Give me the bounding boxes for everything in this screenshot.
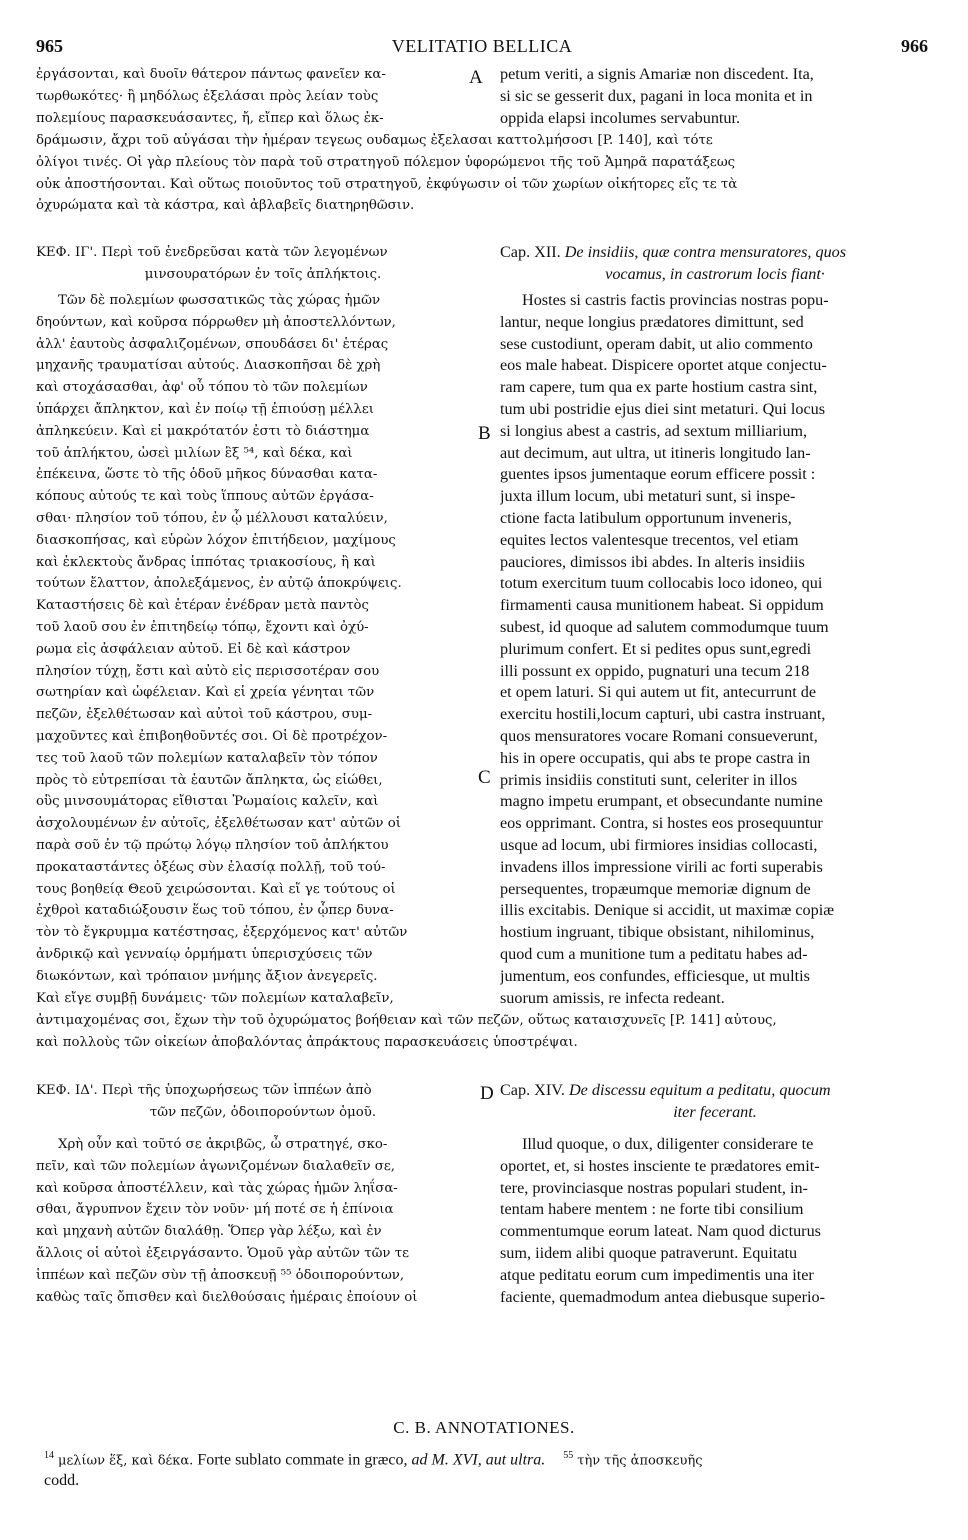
greek-line: ὀλίγοι τινές. Οἱ γὰρ πλείους τὸν παρὰ τοῦ στρατηγοῦ πόλεμον ὑφορώμενοι τῆς τοῦ Ἀμηρᾶ παρατάξεως (36, 154, 736, 170)
greek-title-line: ΚΕΦ. ΙΓ'. Περὶ τοῦ ἐνεδρεῦσαι κατὰ τῶν λεγομένων (36, 245, 388, 260)
latin-line: his in opere occupatis, qui abs te prope castra in (500, 748, 811, 767)
greek-title-line: τῶν πεζῶν, ὁδοιπορούντων ὁμοῦ. (149, 1104, 377, 1120)
greek-line: τούτων ἔλαττον, ἀπολεξάμενος, ἐν αὐτῷ ἀποκρύψεις. (36, 576, 402, 592)
top-latin-column (500, 64, 930, 129)
greek-line: καὶ μηχανὴ αὐτῶν διαλάθῃ. Ὅπερ γὰρ λέξω, καὶ ἐν (36, 1224, 382, 1240)
latin-line: juxta illum locum, ubi metaturi sunt, si inspe- (500, 487, 796, 506)
greek-line: Χρὴ οὖν καὶ τοῦτό σε ἀκριβῶς, ὦ στρατηγέ, σκο- (58, 1137, 388, 1152)
greek-line: πεῖν, καὶ τῶν πολεμίων ἀγωνιζομένων διαλαθεῖν σε, (36, 1158, 395, 1174)
greek-line: τὸν τὸ ἔγκρυμμα κατέστησας, ἐξερχόμενος κατ' αὐτῶν (36, 925, 408, 941)
greek-line: ἀντιμαχομένας σοι, ἔχων τὴν τοῦ ὀχυρώματος βοήθειαν καὶ τῶν πεζῶν, οὕτως καταισχυνεῖς [P. 141] αὐτους, (36, 1013, 777, 1028)
greek-line: διασκοπήσας, καὶ εὑρὼν λόχον ἐπιτήδειον, μαχίμους (36, 532, 396, 548)
greek-line: ρωμα εἰς ἀσφάλειαν αὐτοῦ. Εἰ δὲ καὶ κάστρον (36, 641, 351, 657)
latin-line: eos male habeat. Dispicere oportet atque conjectu- (500, 356, 827, 375)
ch14-latin-title (500, 1080, 930, 1124)
greek-line: διωκόντων, καὶ τρόπαιον μνήμης ἄξιον ἀνεγερεῖς. (36, 968, 378, 984)
latin-line: Hostes si castris factis provincias nostras popu- (522, 291, 829, 309)
running-head (36, 36, 928, 60)
footnote-greek: μελίων ἕξ, καὶ δέκα. (58, 1453, 194, 1469)
latin-title-line: De insidiis, quæ contra mensuratores, quos (564, 243, 847, 261)
latin-title-line: De discessu equitum a peditatu, quocum (568, 1081, 831, 1099)
greek-line: ἱππέων καὶ πεζῶν σὺν τῇ ἀποσκευῇ ⁵⁵ ὁδοιπορούντων, (36, 1267, 405, 1283)
greek-line: ἐχθροὶ καταδιώξουσιν ἕως τοῦ τόπου, ἐν ᾧπερ δυνα- (36, 903, 394, 919)
top-greek-column (36, 64, 490, 129)
latin-line: tum ubi postridie ejus diei sint metaturi. Qui locus (500, 399, 826, 418)
greek-line: ἐπέκεινα, ὥστε τὸ τῆς ὁδοῦ μῆκος δύνασθαι κατα- (36, 467, 378, 483)
greek-line: τους βοηθείᾳ Θεοῦ χειρώσονται. Καὶ εἴ γε τούτους οἱ (36, 881, 396, 897)
latin-line: atque peditatu eorum cum impedimentis una iter (500, 1265, 814, 1284)
ch13-latin-title (500, 242, 930, 286)
ch14-greek-body (36, 1134, 490, 1308)
latin-line: ctione facta latibulum opportunum inveneris, (500, 508, 792, 527)
annotations-heading: C. B. ANNOTATIONES. (393, 1418, 575, 1437)
greek-line: πρὸς τὸ εὐτρεπίσαι τὰ ἑαυτῶν ἄπληκτα, ὡς εἰώθει, (36, 772, 383, 788)
greek-line: τοῦ λαοῦ σου ἐν ἐπιτηδείῳ τόπῳ, ἔχοντι καὶ ὀχύ- (36, 619, 369, 635)
greek-line: παρὰ σοῦ ἐν τῷ πρώτῳ λόγῳ πλησίον τοῦ ἀπλήκτου (36, 837, 389, 853)
greek-line: οὓς μινσουμάτορας εἴθισται Ῥωμαίοις καλεῖν, καὶ (36, 794, 379, 810)
page-number-left: 965 (36, 36, 63, 56)
latin-line: Illud quoque, o dux, diligenter considerare te (522, 1135, 814, 1153)
ch13-full-greek (36, 1010, 930, 1054)
ch13-latin-body (500, 290, 930, 1009)
greek-line: καὶ στοχάσασθαι, ἀφ' οὗ τόπου τὸ τῶν πολεμίων (36, 380, 368, 396)
latin-line: invadens illos impressione virili ac forti superabis (500, 857, 823, 876)
latin-line: quos mensuratores vocare Romani consueverunt, (500, 726, 818, 745)
greek-line: δράμωσιν, ἄχρι τοῦ αὐγάσαι τὴν ἡμέραν τεγεως ουδαμως ἐξελασαι καττολμήσοσι [P. 140], καὶ τότε (36, 133, 713, 148)
latin-line: aut decimum, aut ultra, ut itineris longitudo lan- (500, 443, 811, 462)
greek-line: πεζῶν, ἐξελθέτωσαν καὶ αὐτοὶ τοῦ κάστρου, συμ- (36, 707, 373, 723)
latin-line: illis excitabis. Denique si accidit, ut maximæ copiæ (500, 901, 835, 920)
latin-line: et opem laturi. Si qui autem ut fit, antecurrunt de (500, 683, 817, 702)
latin-line: oppida elapsi incolumes servabuntur. (500, 108, 741, 127)
greek-line: δηούντων, καὶ κοῦρσα πόρρωθεν μὴ ἀποστελλόντων, (36, 314, 396, 330)
greek-line: καθὼς ταῖς ὄπισθεν καὶ διελθούσαις ἡμέραις ἐποίουν οἱ (36, 1289, 418, 1305)
latin-line: suorum amissis, re infecta redeant. (500, 988, 725, 1007)
latin-title-line: vocamus, in castrorum locis fiant· (605, 264, 825, 283)
latin-line: exercitu hostili,locum capturi, ubi castra instruant, (500, 705, 826, 724)
latin-line: faciente, quemadmodum antea diebusque superio- (500, 1287, 825, 1306)
latin-line: sum, iidem alibi quoque patraverunt. Equitatu (500, 1243, 798, 1262)
greek-line: οὐκ ἀποστήσονται. Καὶ οὕτως ποιοῦντος τοῦ στρατηγοῦ, ἐκφύγωσιν οἱ τῶν χωρίων οἰκήτορες εἴς τε τὰ (36, 176, 738, 192)
latin-line: magno impetu erumpant, et obsecundante numine (500, 792, 823, 811)
greek-line: ἄλλοις οἱ αὐτοὶ ἐξειργάσαντο. Ὁμοῦ γὰρ αὐτῶν τῶν τε (36, 1245, 409, 1261)
footnote-number: 55 (563, 1450, 574, 1461)
running-title: VELITATIO BELLICA (391, 36, 573, 56)
latin-line: ram capere, tum qua ex parte hostium castra sint, (500, 378, 818, 397)
latin-line: commentumque eorum lateat. Nam quod dicturus (500, 1222, 821, 1241)
latin-line: oportet, et, si hostes insciente te prædatores emit- (500, 1156, 820, 1175)
latin-line: illi possunt ex oppido, pugnaturi una tecum 218 (500, 661, 810, 680)
latin-line: usque ad locum, ubi firmiores insidias collocasti, (500, 835, 818, 854)
margin-letter-a: A (469, 67, 483, 88)
latin-line: subest, id quoque ad salutem commodumque tuum (500, 617, 829, 636)
greek-line: μηχανῆς τραυματίσαι αὐτούς. Διασκοπῆσαι δὲ χρὴ (36, 358, 381, 374)
footnote-text: Forte sublato commate in (197, 1451, 361, 1469)
latin-line: petum veriti, a signis Amariæ non discedent. Ita, (500, 65, 814, 83)
footnote-greek: τὴν τῆς ἀποσκευῆς (577, 1453, 703, 1469)
latin-line: jumentum, eos confundes, efficiesque, ut multis (500, 966, 810, 985)
greek-line: καὶ πολλοὺς τῶν οἰκείων ἀποβαλόντας ἀπράκτους παρασκευάσεις ὑποστρέψαι. (36, 1034, 578, 1050)
greek-line: ὑπάρχει ἄπληκτον, καὶ ἐν ποίῳ τῇ ἐπιούσῃ μέλλει (36, 401, 375, 417)
page-number-right: 966 (901, 36, 928, 56)
latin-line: tentam habere mentem : ne forte tibi consilium (500, 1200, 804, 1219)
greek-line: ἀλλ' ἑαυτοὺς ἀσφαλιζομένων, σπουδάσει δι' ἑτέρας (36, 336, 389, 352)
annotations-body (44, 1446, 930, 1491)
latin-line: pauciores, dimissos ibi abdes. In alteris insidiis (500, 552, 805, 571)
greek-line: καὶ ἐκλεκτοὺς ἄνδρας ἱππότας τριακοσίους, ἢ καὶ (36, 554, 376, 570)
ch14-greek-title (36, 1080, 490, 1124)
chapter-number: Cap. XIV. (500, 1081, 565, 1099)
chapter-number: Cap. XII. (500, 243, 561, 261)
top-full-greek (36, 130, 930, 217)
latin-line: quod cum a munitione tum a peditatu habes ad- (500, 944, 808, 963)
greek-line: Καὶ εἴγε συμβῇ δυνάμεις· τῶν πολεμίων καταλαβεῖν, (36, 990, 394, 1006)
greek-line: ἀνδρικῷ καὶ γενναίῳ ὁρμήματι ὑπερισχύσεις τῶν (36, 946, 373, 962)
latin-line: totum exercitum tuum collocabis loco idoneo, qui (500, 574, 823, 593)
ch13-greek-title (36, 242, 490, 286)
margin-letter-c: C (478, 767, 491, 788)
greek-line: σθαι· πλησίον τοῦ τόπου, ἐν ᾧ μέλλουσι καταλύειν, (36, 510, 388, 526)
latin-line: equites lectos valentesque trecentos, vel etiam (500, 530, 799, 549)
ch14-latin-body (500, 1134, 930, 1308)
margin-letter-b: B (478, 423, 491, 444)
greek-line: ἐργάσονται, καὶ δυοῖν θάτερον πάντως φανεῖεν κα- (36, 67, 386, 82)
greek-line: ἀσχολουμένων ἐν αὐτοῖς, ἐξελθέτωσαν κατ' αὐτῶν οἱ (36, 816, 401, 832)
greek-line: πολεμίους παρασκευάσαντες, ἤ, εἴπερ καὶ ὅλως ἐκ- (36, 110, 384, 126)
greek-line: τες τοῦ λαοῦ τῶν πολεμίων καταλαβεῖν τὸν τόπον (36, 750, 378, 766)
greek-line: πλησίον τύχῃ, ἔστι καὶ αὐτὸ εἰς περισσοτέραν σου (36, 663, 380, 679)
greek-line: Καταστήσεις δὲ καὶ ἑτέραν ἐνέδραν μετὰ παντὸς (36, 598, 370, 614)
greek-line: τοῦ ἀπλήκτου, ὡσεὶ μιλίων ἓξ ⁵⁴, καὶ δέκα, καὶ (36, 445, 353, 461)
greek-line: σθαι, ἄγρυπνον ἔχειν τὸν νοῦν· μή ποτέ σε ἡ ἐπίνοια (36, 1202, 394, 1218)
greek-line: τωρθωκότες· ἢ μηδόλως ἐξελάσαι πρὸς λείαν τοὺς (36, 88, 379, 104)
latin-line: sese custodiunt, operam dabit, ut alio commento (500, 334, 813, 353)
footnote-text: græco, (364, 1451, 408, 1469)
latin-line: persequentes, tropæumque memoriæ dignum de (500, 879, 811, 898)
greek-title-line: μινσουρατόρων ἐν τοῖς ἀπλήκτοις. (144, 266, 382, 282)
latin-line: guentes ipsos jumentaque eorum efficere possit : (500, 465, 816, 484)
greek-line: ὀχυρώματα καὶ τὰ κάστρα, καὶ ἀβλαβεῖς διατηρηθῶσιν. (36, 198, 415, 214)
greek-line: σωτηρίαν καὶ ὠφέλειαν. Καὶ εἰ χρεία γένηται τῶν (36, 685, 375, 701)
greek-line: προκαταστάντες ὀξέως σὺν ἐλασίᾳ πολλῇ, τοῦ τού- (36, 859, 386, 875)
footnote-number: 14 (44, 1450, 54, 1461)
latin-line: eos opprimant. Contra, si hostes eos prosequuntur (500, 814, 823, 833)
greek-line: κόπους αὐτούς τε καὶ τοὺς ἵππους αὐτῶν ἐργάσα- (36, 489, 374, 505)
footnote-text: codd. (44, 1472, 80, 1490)
latin-title-line: iter fecerant. (673, 1102, 757, 1121)
greek-line: Τῶν δὲ πολεμίων φωσσατικῶς τὰς χώρας ἡμῶν (58, 293, 381, 308)
latin-line: primis insidiis constituti sunt, celeriter in illos (500, 770, 798, 789)
latin-line: lantur, neque longius prædatores dimittunt, sed (500, 312, 804, 331)
latin-line: si longius abest a castris, ad sextum milliarium, (500, 421, 808, 440)
margin-letter-d: D (480, 1083, 494, 1104)
latin-line: si sic se gesserit dux, pagani in loca monita et in (500, 86, 813, 105)
latin-line: plurimum confert. Et si pedites opus sunt,egredi (500, 639, 812, 658)
greek-line: μαχοῦντες καὶ ἐπιβοηθοῦντές σοι. Οἱ δὲ προτρέχον- (36, 728, 388, 744)
latin-line: hostium ingruant, tibique obsistant, nihilominus, (500, 923, 815, 942)
greek-line: ἀπληκεύειν. Καὶ εἰ μακρότατόν ἐστι τὸ διάστημα (36, 423, 370, 439)
latin-line: tere, provinciasque nostras populari student, in- (500, 1178, 808, 1197)
latin-line: firmamenti causa munitionem habeat. Si oppidum (500, 596, 824, 615)
greek-line: καὶ κοῦρσα ἀποστέλλειν, καὶ τὰς χώρας ἡμῶν ληΐσα- (36, 1180, 398, 1196)
footnote-text: ad M. XVI, aut ultra. (411, 1451, 546, 1469)
ch13-greek-body (36, 290, 490, 1009)
greek-title-line: ΚΕΦ. ΙΔ'. Περὶ τῆς ὑποχωρήσεως τῶν ἱππέων ἀπὸ (36, 1083, 372, 1098)
